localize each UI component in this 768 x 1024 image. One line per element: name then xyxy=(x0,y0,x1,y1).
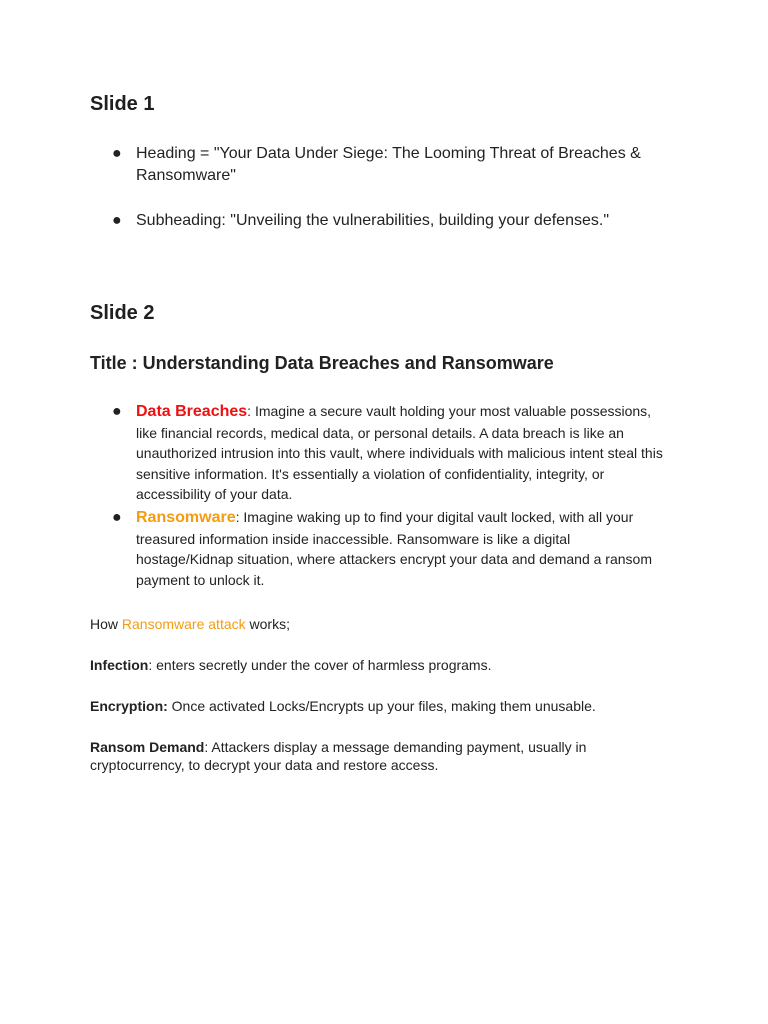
bullet-dot: ● xyxy=(112,509,122,526)
ransomware-term: Ransomware xyxy=(136,509,236,526)
how-prefix: How xyxy=(90,616,122,632)
step-text: Once activated Locks/Encrypts up your files, making them unusable. xyxy=(167,698,596,714)
bullet-dot: ● xyxy=(112,403,122,420)
bullet-text: Subheading: "Unveiling the vulnerabilities, building your defenses." xyxy=(136,212,609,229)
slide-1-bullet-subheading xyxy=(112,210,672,234)
step-infection xyxy=(90,656,680,674)
data-breaches-term: Data Breaches xyxy=(136,403,248,420)
step-encryption xyxy=(90,697,680,715)
bullet-dot: ● xyxy=(112,145,122,162)
bullet-text xyxy=(136,507,666,590)
how-suffix: works; xyxy=(245,616,290,632)
step-ransom-demand xyxy=(90,738,680,774)
step-term: Encryption: xyxy=(90,698,168,714)
step-text: : Attackers display a message demanding payment, usually in cryptocurrency, to decrypt your data and restore access. xyxy=(90,739,587,773)
bullet-text: Heading = "Your Data Under Siege: The Looming Threat of Breaches & Ransomware" xyxy=(136,145,641,184)
step-term: Ransom Demand xyxy=(90,739,205,755)
slide-2-bullet-data-breaches xyxy=(112,401,672,506)
step-text: : enters secretly under the cover of harmless programs. xyxy=(148,657,492,673)
bullet-text xyxy=(136,401,666,505)
how-ransomware-works-line xyxy=(90,615,680,633)
data-breaches-description: : Imagine a secure vault holding your most valuable possessions, like financial records, medical data, or personal details. A data breach is like an unauthorized intrusion into this vault, where individuals with malicious intent steal this sensitive information. It's essentially a violation of confidentiality, integrity, or accessibility of your data. xyxy=(136,403,663,502)
slide-2-title: Title : Understanding Data Breaches and Ransomware xyxy=(90,353,554,373)
bullet-dot: ● xyxy=(112,212,122,229)
step-term: Infection xyxy=(90,657,149,673)
slide-1-bullet-heading xyxy=(112,143,672,193)
ransomware-attack-highlight: Ransomware attack xyxy=(121,616,246,632)
slide-1-heading: Slide 1 xyxy=(90,93,155,115)
slide-2-heading: Slide 2 xyxy=(90,302,155,324)
slide-2-bullet-ransomware xyxy=(112,507,672,591)
ransomware-description: : Imagine waking up to find your digital vault locked, with all your treasured information inside inaccessible. Ransomware is like a digital hostage/Kidnap situation, where attackers encrypt your data and demand a ransom payment to unlock it. xyxy=(136,509,652,588)
